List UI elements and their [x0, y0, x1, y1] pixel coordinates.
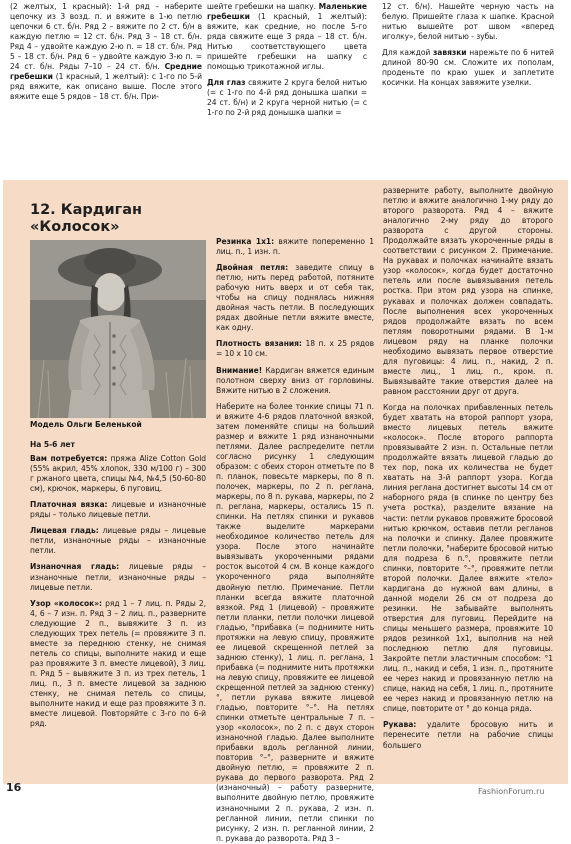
label: Рукава:: [383, 720, 417, 730]
text: лицевые ряды – изнаночные петли, изнаночные ряды – лицевые петли.: [30, 562, 207, 592]
text: Кардиган вяжется единым полотном сверху вниз от горловины. Вяжите нитью в 2 сложения.: [216, 365, 374, 395]
article-column-2: [216, 237, 374, 843]
article-column-3: [383, 186, 553, 782]
text: (1 красный, 1 желтый): вяжите, как средние, но после 5-го ряда свяжите еще 3 ряда – 18 ст. б/н. Нитью соответствующего цвета пришейте гребешки на шапку с помощью трикотажной иглы.: [207, 12, 367, 72]
text: ряд 1 – 7 лиц. п. Ряды 2, 4, 6 – 7 изн. п. Ряд 3 – 2 лиц. п., разверните следующие 2 п., вывяжите 3 п. из следующих трех петель (= провяжите 3 п. вместе за переднюю стенку, не снимая петель со спицы, выполните накид и еще раз провяжите 3 п. вместе лицевой), 3 лиц. п. Ряд 5 – вывяжите 3 п. из трех петель, 1 лиц. п., 3 п. вместе лицевой за заднюю стенку, не снимая петель со спицы, выполните накид и еще раз провяжите 3 п. вместе лицевой. Повторяйте с 3-го по 6-й ряд.: [30, 598, 206, 729]
text: свяжите 2 круга белой нитью (= с 1-го по 4-й ряд донышка шапки = 24 ст. б/н) и 2 круга черной нитью (= с 1-го по 2-й ряд донышка шапки =: [207, 78, 367, 118]
text: заведите спицу в петлю, нить перед работой, потяните рабочую нить вверх и от себя так, чтобы на спицу поднялась нижняя двойная часть петли. В последующих рядах двойные петли вяжите вместе, как одну.: [216, 263, 374, 333]
text: Для каждой: [382, 48, 431, 58]
label: Средние гребешки: [10, 62, 202, 82]
model-credit: Модель Ольги Беленькой: [30, 420, 142, 429]
label: Резинка 1х1:: [216, 237, 275, 246]
top-middle-column: [207, 2, 367, 177]
text: (2 желтых, 1 красный): 1-й ряд – наберите цепочку из 3 возд. п. и вяжите в 1-ю петлю цепочки 6 ст. б/н. Ряд 2 – вяжите по 2 ст. б/н в каждую петлю = 12 ст. б/н. Ряд 3 – 18 ст. б/н. Ряд 4 – удвойте каждую 2-ю п. = 18 ст. б/н. Ряд 5 – 18 ст. б/н. Ряд 6 – удвойте каждую 3-ю п. = 24 ст. б/н. Ряды 7–10 – 24 ст. б/н.: [10, 2, 202, 72]
cardigan-photo: [30, 240, 206, 418]
text: пряжа Alize Cotton Gold (55% акрил, 45% хлопок, 330 м/100 г) – 300 г ржаного цвета, спицы №4, №4,5 (50-60-80 см), крючок, маркеры, 6 пуговиц.: [30, 454, 206, 494]
text: лицевые и изнаночные ряды – только лицевые петли.: [30, 500, 206, 520]
text: (1 красный, 1 желтый): с 1-го по 5-й ряд вяжите, как описано выше. После этого вяжите еще 5 рядов – 18 ст. б/н. При-: [10, 72, 202, 102]
text: 12 ст. б/н). Нашейте черную часть на белую. Пришейте глаза к шапке. Красной нитью вышейте рот швом «вперед иголку», белой нитью - зубы.: [382, 2, 554, 42]
text: 18 п. x 25 рядов = 10 x 10 см.: [216, 339, 374, 359]
label: Для глаз: [207, 78, 246, 88]
label: Плотность вязания:: [216, 339, 302, 349]
label: Платочная вязка:: [30, 500, 108, 510]
label: Изнаночная гладь:: [30, 562, 120, 572]
watermark: FashionForum.ru: [478, 787, 545, 796]
article-column-1: [30, 440, 206, 780]
article-title: [30, 202, 142, 236]
top-right-column: [382, 2, 554, 177]
text: нарежьте по 6 нитей длиной 80-90 см. Сложите их пополам, проденьте по краю ушек и заплетите косички. На концах завяжите узелки.: [382, 48, 554, 88]
label: Лицевая гладь:: [30, 526, 99, 536]
label: завязки: [432, 48, 467, 58]
page-number: 16: [6, 781, 22, 794]
text: шейте гребешки на шапку.: [207, 2, 316, 11]
label: Вам потребуется:: [30, 454, 108, 464]
text: разверните работу, выполните двойную петлю и вяжите аналогично 1-му ряду до второго разворота. Ряд 4 – вяжите аналогично 2-му ряду до второго разворота с другой стороны. Продолжайте вязать укороченные ряды в соответствии с рисунком 2. Примечание. На рукавах и полочках начинайте вязать узор «колосок», когда будет достаточно петель или после вывязывания петель ростка. При этом ряд узора на спинке, рукавах и полочках должен совпадать. После выполнения всех укороченных рядов продолжайте вязать по всем петлям поворотными рядами. В 1-м лицевом ряду на планке полочки необходимо вывязать первое отверстие для пуговицы: 4 лиц. п., накид, 2 п. вместе лиц., 1 лиц. п., кром. п. Вывязывайте такие отверстия далее на равном расстоянии друг от друга.: [383, 186, 553, 396]
text: Когда на полочках прибавленных петель будет хватать на второй раппорт узора, вместо лицевых петель вяжите «колосок». После второго раппорта провязывайте 2 изн. п. Остальные петли продолжайте вязать лицевой гладью до тех пор, пока их количества не будет хватать на 3-й раппорт узора. Когда линия реглана достигнет высоты 14 см от наборного ряда (в спинке по центру без учета ростка), разделите вязание на части: петли рукавов провяжите бросовой нитью крючком, оставив петли регланов на полочки и спинку. Далее провяжите петли полочки, °наберите бросовой нитью для подреза 6 п.°, провяжите петли спинки, повторите °–°, провяжите петли второй полочки. Далее вяжите «тело» кардигана до нужной вам длины, в данной модели 26 см от подреза до резинки. Не забывайте выполнять отверстия для пуговиц. Перейдите на спицы меньшего размера, провяжите 10 рядов резинкой 1х1, выполнив на ней последнюю петлю для пуговицы. Закройте петли эластичным способом: °1 лиц. п., накид и себя, 1 изн. п., протяните ее через накид и провязанную петлю на спице, накид на себя, 1 лиц. п., протяните ее через накид и провязанную петлю на спице, повторите от ° до конца ряда.: [383, 402, 553, 714]
age-label: На 5-6 лет: [30, 440, 75, 449]
text: Наберите на более тонкие спицы 71 п. и вяжите 4-6 рядов платочной вязкой, затем поменяйте спицы на больший размер и вяжите 1 ряд изнаночными петлями. Далее распределите петли согласно рисунку 1 следующим образом: с обеих сторон отметьте по 8 п. планок, повесьте маркеры, по 8 п. полочек, маркеры, по 2 п. реглана, маркеры, по 8 п. рукава, маркеры, по 2 п. реглана, маркеры, остались 15 п. спинки. На петлях спинки и рукавов также выделите маркерами необходимое количество петель для узора. После этого начинайте вывязывать укороченными рядами росток высотой 4 см. В конце каждого укороченного ряда выполняйте двойную петлю. Примечание. Петли планки всегда вяжите платочной вязкой. Ряд 1 (лицевой) – провяжите петли планки, петли полочки лицевой гладью, °прибавка (= поднимите нить протяжки на левую спицу, провяжите ее лицевой скрещенной петлей за заднюю стенку), 1 лиц. п. реглана, 1 прибавка (= поднимите нить протяжки на левую спицу, провяжите ее лицевой скрещенной петлей за заднюю стенку)°, петли рукава вяжите лицевой гладью, повторите °–°. На петлях спинки отметьте центральные 7 п. – узор «колосок», по 2 п. с двух сторон изнаночной гладью. Далее выполните прибавки вдоль регланной линии, повторив °–°, разверните и вяжите двойную петлю, = провяжите 2 п. рукава до первого разворота. Ряд 2 (изнаночный) – работу разверните, выполните двойную петлю, провяжите изнаночными 2 п. рукава, 2 изн. п. регланной линии, петли спинки по рисунку, 2 изн. п. регланной линии, 2 п. рукава до разворота. Ряд 3 –: [216, 401, 374, 843]
label: Маленькие гребешки: [207, 2, 367, 22]
text: лицевые ряды – лицевые петли, изнаночные ряды – изнаночные петли.: [30, 526, 206, 556]
text: удалите бросовую нить и перенесите петли на рабочие спицы большего: [383, 720, 553, 750]
text: вяжите попеременно 1 лиц. п., 1 изн. п.: [216, 237, 374, 257]
title-line: 12. Кардиган: [30, 202, 142, 218]
label: Двойная петля:: [216, 263, 289, 273]
top-left-column: [10, 2, 202, 152]
label: Узор «колосок»:: [30, 598, 102, 608]
title-line: «Колосок»: [30, 219, 120, 235]
label: Внимание!: [216, 365, 263, 375]
